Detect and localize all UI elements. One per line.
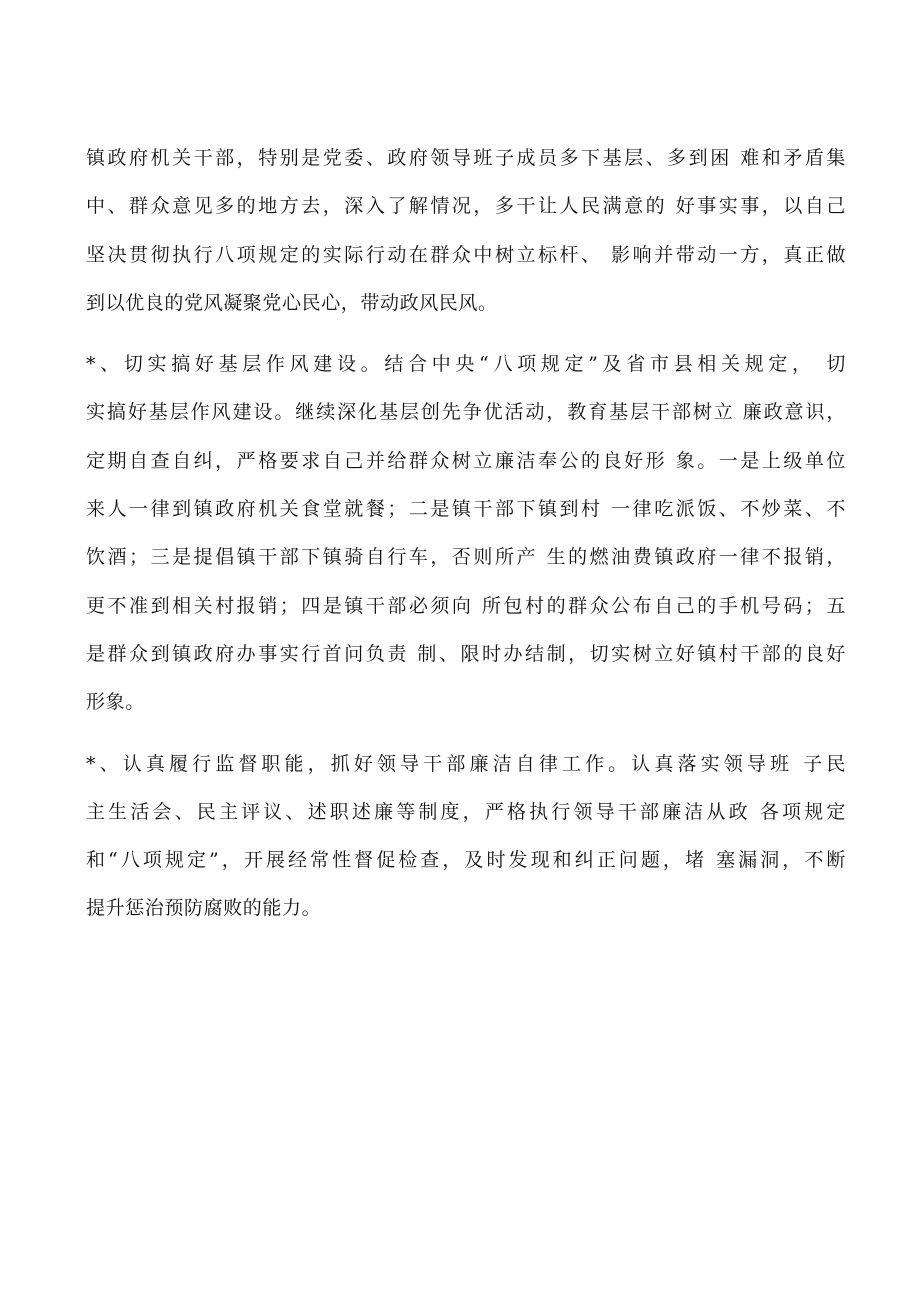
text-line: 主生活会、民主评议、述职述廉等制度，严格执行领导干部廉洁从政 各项规定 (86, 800, 846, 823)
text-line: 饮酒；三是提倡镇干部下镇骑自行车，否则所产 生的燃油费镇政府一律不报销， (86, 546, 846, 569)
text-line: 实搞好基层作风建设。继续深化基层创先争优活动，教育基层干部树立 廉政意识， (86, 401, 846, 424)
text-line: *、认真履行监督职能，抓好领导干部廉洁自律工作。认真落实领导班 子民 (86, 752, 846, 775)
text-line: 形象。 (86, 691, 145, 714)
paragraph-grassroots-conduct (86, 340, 846, 726)
text-line: 定期自查自纠，严格要求自己并给群众树立廉洁奉公的良好形 象。一是上级单位 (86, 449, 846, 472)
paragraph-supervision (86, 740, 846, 933)
text-line: 镇政府机关干部，特别是党委、政府领导班子成员多下基层、多到困 难和矛盾集 (86, 147, 846, 169)
text-line: 是群众到镇政府办事实行首问负责 制、限时办结制，切实树立好镇村干部的良好 (86, 642, 846, 665)
paragraph-cadre-visits (86, 134, 846, 327)
text-line: 到以优良的党风凝聚党心民心，带动政风民风。 (86, 291, 498, 314)
text-line: *、切实搞好基层作风建设。结合中央“八项规定”及省市县相关规定， 切 (86, 353, 846, 376)
text-line: 坚决贯彻执行八项规定的实际行动在群众中树立标杆、 影响并带动一方，真正做 (86, 243, 846, 266)
text-line: 中、群众意见多的地方去，深入了解情况，多干让人民满意的 好事实事，以自己 (86, 195, 846, 218)
text-line: 和“八项规定”，开展经常性督促检查，及时发现和纠正问题，堵 塞漏洞，不断 (86, 849, 846, 872)
text-line: 更不准到相关村报销；四是镇干部必须向 所包村的群众公布自己的手机号码；五 (86, 594, 846, 617)
text-line: 来人一律到镇政府机关食堂就餐；二是镇干部下镇到村 一律吃派饭、不炒菜、不 (86, 498, 846, 521)
text-line: 提升惩治预防腐败的能力。 (86, 897, 322, 920)
document-body (86, 134, 846, 946)
